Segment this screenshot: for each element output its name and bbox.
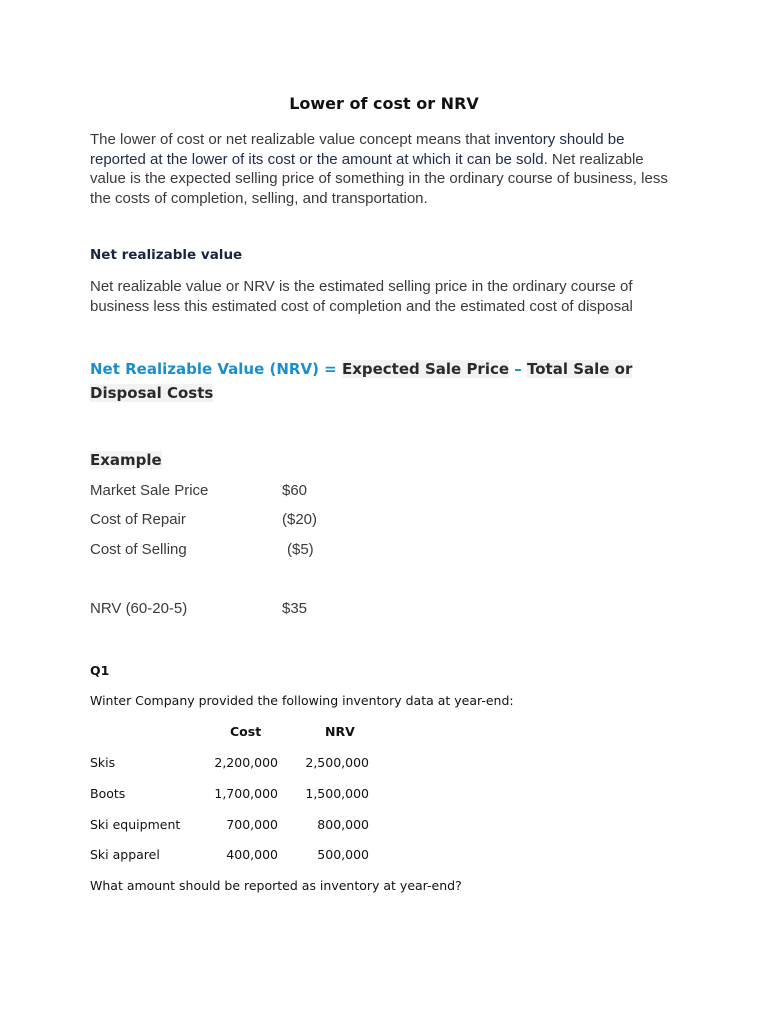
table-cell-nrv: 2,500,000 xyxy=(305,755,369,770)
formula-term: Net Realizable Value (NRV) xyxy=(90,360,319,378)
question-ask: What amount should be reported as inventory at year-end? xyxy=(90,878,462,893)
table-cell-item: Ski apparel xyxy=(90,847,160,862)
table-cell-item: Ski equipment xyxy=(90,817,181,832)
inventory-table-header xyxy=(90,724,410,742)
formula-equals: = xyxy=(318,360,342,378)
nrv-section-heading: Net realizable value xyxy=(90,247,243,263)
table-cell-nrv: 1,500,000 xyxy=(305,786,369,801)
table-cell-item: Skis xyxy=(90,755,116,770)
nrv-definition: Net realizable value or NRV is the estimated selling price in the ordinary course of business less this estimated cost of completion and the estimated cost of disposal xyxy=(90,278,633,315)
example-heading: Example xyxy=(90,451,162,469)
formula-disposal-costs: Total Sale or Disposal Costs xyxy=(90,360,633,402)
table-row xyxy=(90,817,410,835)
intro-highlighted-text: inventory should be reported at the lower of its cost or the amount at which it can be sold xyxy=(90,131,625,168)
question-heading: Q1 xyxy=(90,663,110,678)
column-header-cost: Cost xyxy=(230,724,262,739)
intro-text-start: The lower of cost or net realizable value concept means that xyxy=(90,131,495,148)
formula-minus: – xyxy=(509,360,527,378)
example-result-label: NRV (60-20-5) xyxy=(90,600,188,617)
example-result-row xyxy=(90,600,390,620)
intro-text-end: . Net realizable value is the expected selling price of something in the ordinary course of business, less the costs of completion, selling, and transportation. xyxy=(90,150,668,207)
example-row-label: Cost of Selling xyxy=(90,541,187,558)
table-cell-cost: 400,000 xyxy=(226,847,278,862)
example-row xyxy=(90,511,390,531)
table-row xyxy=(90,786,410,804)
example-row xyxy=(90,482,390,502)
column-header-nrv: NRV xyxy=(325,724,355,739)
question-prompt: Winter Company provided the following inventory data at year-end: xyxy=(90,693,514,708)
formula-sale-price: Expected Sale Price xyxy=(341,360,510,378)
table-cell-cost: 1,700,000 xyxy=(214,786,278,801)
nrv-formula xyxy=(90,357,670,405)
table-cell-cost: 700,000 xyxy=(226,817,278,832)
table-cell-nrv: 800,000 xyxy=(317,817,369,832)
example-row-label: Market Sale Price xyxy=(90,482,209,499)
example-row xyxy=(90,541,390,561)
page-title: Lower of cost or NRV xyxy=(289,94,479,113)
example-row-value: ($5) xyxy=(287,541,314,558)
table-cell-nrv: 500,000 xyxy=(317,847,369,862)
example-row-value: $60 xyxy=(282,482,308,499)
example-row-label: Cost of Repair xyxy=(90,511,186,528)
table-row xyxy=(90,847,410,865)
example-row-value: ($20) xyxy=(282,511,318,528)
table-row xyxy=(90,755,410,773)
example-result-value: $35 xyxy=(282,600,308,617)
intro-paragraph xyxy=(90,130,680,208)
table-cell-cost: 2,200,000 xyxy=(214,755,278,770)
table-cell-item: Boots xyxy=(90,786,126,801)
